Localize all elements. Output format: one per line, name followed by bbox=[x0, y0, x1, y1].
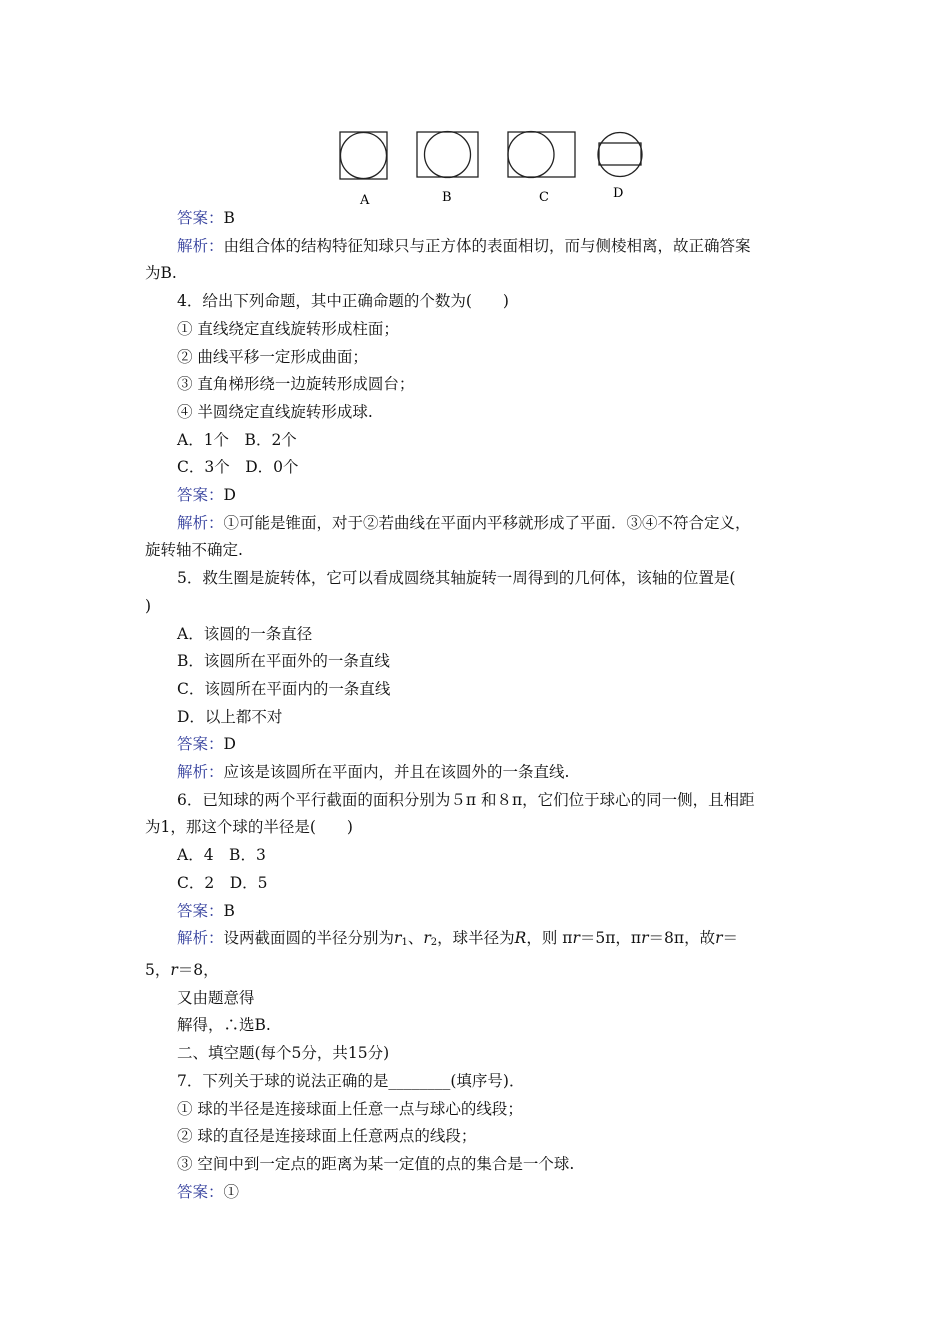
option-b-label: B bbox=[442, 190, 452, 205]
q5-option-b: B．该圆所在平面外的一条直线 bbox=[177, 652, 390, 671]
q4-analysis-cont: 旋转轴不确定. bbox=[145, 541, 243, 560]
q3-analysis-cont: 为B. bbox=[145, 264, 177, 283]
option-d-rect bbox=[599, 143, 641, 165]
q6-stem-cont: 为1，那这个球的半径是( ) bbox=[145, 818, 353, 837]
q6-analysis-cont: 5，r＝8， bbox=[145, 960, 219, 979]
q5-option-c: C．该圆所在平面内的一条直线 bbox=[177, 679, 391, 698]
q7-item-1: ① 球的半径是连接球面上任意一点与球心的线段； bbox=[177, 1099, 523, 1118]
option-b-rect bbox=[417, 132, 478, 177]
q5-stem-cont: ) bbox=[145, 596, 152, 615]
q6-options-2: C．2 D．5 bbox=[177, 873, 268, 892]
option-b-circle bbox=[425, 132, 471, 178]
q6-answer: 答案：B bbox=[177, 901, 235, 920]
q4-analysis: 解析：①可能是锥面，对于②若曲线在平面内平移就形成了平面．③④不符合定义， bbox=[177, 513, 751, 532]
q5-answer: 答案：D bbox=[177, 735, 236, 754]
q4-options-1: A．1个 B．2个 bbox=[177, 430, 297, 449]
option-a-label: A bbox=[360, 193, 370, 208]
option-d-circle bbox=[598, 133, 642, 177]
option-c-rect bbox=[508, 132, 575, 177]
q4-item-3: ③ 直角梯形绕一边旋转形成圆台； bbox=[177, 375, 415, 394]
answer-options-figure bbox=[330, 124, 660, 210]
q4-options-2: C．3个 D．0个 bbox=[177, 458, 299, 477]
option-c-circle bbox=[508, 132, 554, 178]
q5-option-d: D．以上都不对 bbox=[177, 707, 283, 726]
q7-item-2: ② 球的直径是连接球面上任意两点的线段； bbox=[177, 1127, 477, 1146]
q7-item-3: ③ 空间中到一定点的距离为某一定值的点的集合是一个球. bbox=[177, 1154, 575, 1173]
sphere-cube-views-svg bbox=[330, 124, 660, 210]
q4-stem: 4．给出下列命题，其中正确命题的个数为( ) bbox=[177, 292, 509, 311]
q4-item-4: ④ 半圆绕定直线旋转形成球. bbox=[177, 402, 373, 421]
q6-line-2: 又由题意得 bbox=[177, 988, 255, 1007]
q6-analysis: 解析：设两截面圆的半径分别为$r_1$、$r_2$，球半径为R，则 πr＝5π，πr＝8π，故r＝ bbox=[177, 929, 739, 949]
q3-answer: 答案：B bbox=[177, 209, 235, 227]
q4-item-2: ② 曲线平移一定形成曲面； bbox=[177, 347, 368, 366]
document-body bbox=[145, 205, 810, 1206]
option-d-label: D bbox=[613, 186, 624, 201]
q6-options-1: A．4 B．3 bbox=[177, 846, 266, 865]
q7-stem: 7．下列关于球的说法正确的是________(填序号)． bbox=[177, 1071, 525, 1090]
q6-line-3: 解得，∴选B. bbox=[177, 1016, 271, 1035]
q3-analysis: 解析：由组合体的结构特征知球只与正方体的表面相切，而与侧棱相离，故正确答案 bbox=[177, 236, 751, 255]
q5-stem: 5．救生圈是旋转体，它可以看成圆绕其轴旋转一周得到的几何体，该轴的位置是( bbox=[177, 569, 736, 588]
q5-analysis: 解析：应该是该圆所在平面内，并且在该圆外的一条直线. bbox=[177, 763, 570, 782]
section-2-heading: 二、填空题(每个5分，共15分) bbox=[177, 1044, 390, 1063]
option-c-label: C bbox=[539, 190, 549, 205]
q5-option-a: A．该圆的一条直径 bbox=[177, 624, 313, 643]
q7-answer: 答案：① bbox=[177, 1182, 240, 1201]
q4-item-1: ① 直线绕定直线旋转形成柱面； bbox=[177, 319, 399, 338]
q4-answer: 答案：D bbox=[177, 486, 236, 505]
q6-stem: 6．已知球的两个平行截面的面积分别为５π 和８π，它们位于球心的同一侧，且相距 bbox=[177, 790, 755, 809]
option-a-circle bbox=[341, 133, 387, 179]
